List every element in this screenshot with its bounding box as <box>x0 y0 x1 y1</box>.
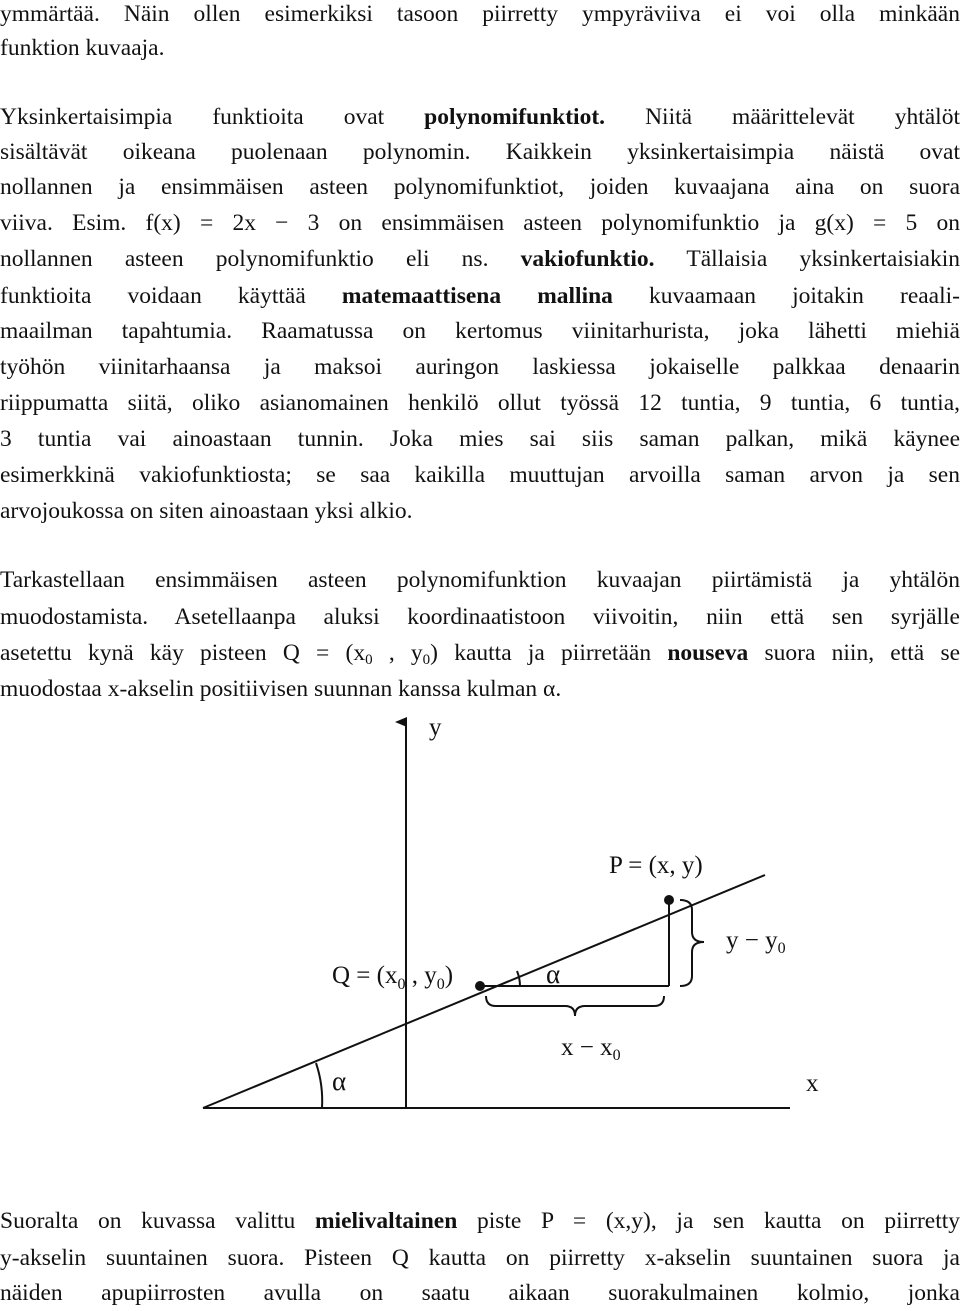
text-run: asetettu kynä käy pisteen $Q = (x_0$ , $y_0$) kautta ja piirretään <box>0 640 652 667</box>
text-line: ymmärtää. Näin ollen esimerkiksi tasoon piirretty ympyräviiva ei voi olla minkään <box>0 1 960 27</box>
text-line: nollannen ja ensimmäisen asteen polynomifunktiot, joiden kuvaajana aina on suora <box>0 174 960 200</box>
text-line: työhön viinitarhaansa ja maksoi auringon laskiessa jokaiselle palkkaa denaarin <box>0 354 960 380</box>
text-line: maailman tapahtumia. Raamatussa on kertomus viinitarhurista, joka lähetti miehiä <box>0 318 960 344</box>
text-line: sisältävät oikeana puolenaan polynomin. Kaikkein yksinkertaisimpia näistä ovat <box>0 139 960 165</box>
dy-label: $y - y_0$ <box>726 927 786 957</box>
point-q-label: $Q = (x_0$ , $y_0$) <box>332 962 454 993</box>
coordinate-figure <box>0 700 960 1200</box>
bold-term-polynomifunktiot: polynomifunktiot. <box>424 104 606 130</box>
text-run: Niitä määrittelevät yhtälöt <box>645 104 960 130</box>
text-line: esimerkkinä vakiofunktiosta; se saa kaikilla muuttujan arvoilla saman arvon ja sen <box>0 462 960 488</box>
text-run: Suoralta on kuvassa valittu <box>0 1208 296 1234</box>
sloped-line <box>203 875 765 1108</box>
text-run: Yksinkertaisimpia funktioita ovat <box>0 104 385 130</box>
point-p <box>664 895 674 905</box>
bold-term-vakiofunktio: vakiofunktio. <box>520 246 655 272</box>
point-p-label: P = (x, y) <box>609 852 703 879</box>
text-line: Tarkastellaan ensimmäisen asteen polynomifunktion kuvaajan piirtämistä ja yhtälön <box>0 567 960 593</box>
text-run: piste P = (x,y), ja sen kautta on piirretty <box>476 1208 960 1234</box>
text-run: kuvaamaan joitakin reaali- <box>649 283 960 309</box>
bold-term-mielivaltainen: mielivaltainen <box>314 1208 458 1234</box>
text-line: muodostamista. Asetellaanpa aluksi koordinaatistoon viivoitin, niin että sen syrjälle <box>0 604 960 630</box>
x-axis-label: x <box>806 1070 819 1097</box>
text-line: näiden apupiirrosten avulla on saatu aikaan suorakulmainen kolmio, jonka <box>0 1280 960 1306</box>
dx-label: $x - x_0$ <box>561 1034 621 1064</box>
text-line: funktion kuvaaja. <box>0 35 165 61</box>
alpha-lower-label: α <box>332 1066 347 1096</box>
text-line <box>0 245 960 273</box>
text-run: suora niin, että se <box>764 640 960 666</box>
text-line <box>0 639 960 667</box>
text-line: riippumatta siitä, oliko asianomainen henkilö ollut työssä 12 tuntia, 9 tuntia, 6 tuntia, <box>0 390 960 416</box>
text-run: nollannen asteen polynomifunktio eli ns. <box>0 246 489 272</box>
text-run: funktioita voidaan käyttää <box>0 283 306 309</box>
text-line: arvojoukossa on siten ainoastaan yksi alkio. <box>0 498 413 524</box>
text-line <box>0 282 960 310</box>
text-run: Tällaisia yksinkertaisiakin <box>686 246 960 272</box>
text-line: 3 tuntia vai ainoastaan tunnin. Joka mies sai siis saman palkan, mikä käynee <box>0 426 960 452</box>
text-line: viiva. Esim. f(x) = 2x − 3 on ensimmäisen asteen polynomifunktio ja g(x) = 5 on <box>0 210 960 236</box>
bold-term-matemaattisena-mallina: matemaattisena mallina <box>341 283 613 309</box>
y-axis-label: y <box>429 714 442 741</box>
text-line <box>0 1207 960 1235</box>
angle-arc-lower <box>316 1063 322 1108</box>
text-line: y-akselin suuntainen suora. Pisteen Q kautta on piirretty x-akselin suuntainen suora ja <box>0 1245 960 1271</box>
brace-dy <box>680 900 704 986</box>
text-line <box>0 103 960 131</box>
alpha-upper-label: α <box>546 959 561 989</box>
bold-term-nouseva: nouseva <box>667 640 749 666</box>
text-line: muodostaa x-akselin positiivisen suunnan kanssa kulman α. <box>0 676 562 702</box>
brace-dx <box>486 996 664 1016</box>
point-q <box>475 981 485 991</box>
